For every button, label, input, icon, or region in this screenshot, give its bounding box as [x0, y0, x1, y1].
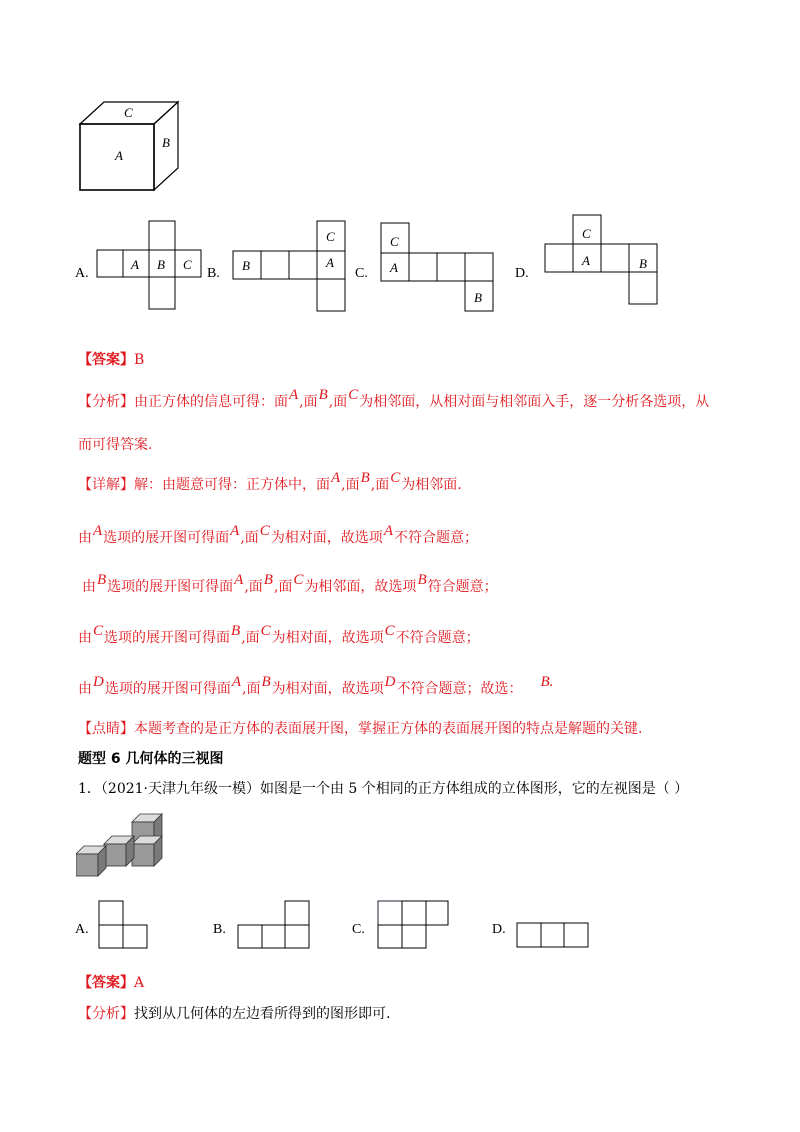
net-option-d [544, 214, 659, 306]
analysis-tag: 【分析】 [78, 1006, 134, 1022]
cube-figure [74, 98, 186, 194]
view-option-b [237, 900, 311, 950]
text-fragment: 选项的展开图可得面 [107, 579, 234, 595]
net-b-cell-3: A [326, 255, 334, 270]
text-fragment: , [341, 477, 346, 493]
text-fragment: A [231, 674, 242, 690]
detail-text: 解：由题意可得：正方体中，面 [134, 477, 330, 493]
text-fragment: 不符合题意； [395, 630, 480, 646]
reason-line-a [78, 523, 478, 547]
analysis-2 [78, 1003, 390, 1023]
net-c-cell-1: C [390, 234, 399, 249]
net-a-cell-1: A [131, 257, 139, 272]
text-fragment: 选项的展开图可得面 [104, 630, 231, 646]
text-fragment: B. [540, 674, 554, 690]
text-fragment: C [384, 623, 395, 639]
analysis-text: 为相邻面，从相对面与相邻面入手，逐一分析各选项，从 [359, 394, 710, 410]
analysis-1-cont: 而可得答案. [78, 437, 153, 453]
face-var: B [318, 387, 328, 403]
text-fragment: 由 [78, 681, 92, 697]
comment-text: 本题考查的是正方体的表面展开图，掌握正方体的表面展开图的特点是解题的关键. [134, 721, 643, 737]
net-a-cell-3: C [183, 257, 192, 272]
text-fragment: B [261, 674, 271, 690]
comment-1 [78, 718, 642, 738]
net-d-cell-2: A [582, 253, 590, 268]
view-option-c-label: C. [352, 922, 365, 937]
answer-2 [78, 972, 144, 992]
text-fragment: C [93, 623, 104, 639]
net-option-b [232, 220, 347, 314]
option-c-label: C. [355, 266, 368, 281]
face-var: B [360, 470, 370, 486]
text-fragment: C [259, 523, 270, 539]
text-fragment: 不符合题意； [393, 530, 478, 546]
text-fragment: , [242, 681, 247, 697]
answer-value: A [134, 975, 145, 991]
reason-line-d [78, 674, 554, 698]
text-fragment: B [263, 572, 273, 588]
text-fragment: D [93, 674, 104, 690]
section-heading: 题型 6 几何体的三视图 [78, 751, 224, 767]
text-fragment: C [293, 572, 304, 588]
view-option-a-label: A. [75, 922, 89, 937]
text-fragment: 面 [246, 681, 261, 697]
text-fragment: D [384, 674, 396, 690]
answer-tag: 【答案】 [78, 352, 134, 368]
text-fragment: B [231, 623, 241, 639]
text-fragment: A [383, 523, 393, 539]
text-fragment: , [244, 579, 249, 595]
text-fragment: 不符合题意；故选： [396, 681, 523, 697]
text-fragment: , [328, 394, 334, 410]
answer-1 [78, 349, 144, 369]
view-option-d-label: D. [492, 922, 506, 937]
detail-tag: 【详解】 [78, 477, 134, 493]
face-var: A [331, 470, 341, 486]
option-a-label: A. [75, 266, 89, 281]
analysis-1 [78, 387, 710, 411]
text-fragment: 由 [78, 530, 92, 546]
comment-tag: 【点睛】 [78, 721, 134, 737]
net-a-cell-2: B [157, 257, 165, 272]
text-fragment: 选项的展开图可得面 [103, 530, 230, 546]
detail-1 [78, 470, 462, 494]
text-fragment: 选项的展开图可得面 [104, 681, 231, 697]
net-d-cell-3: B [639, 256, 647, 271]
analysis-text: 面 [333, 394, 348, 410]
answer-value: B [134, 352, 145, 368]
analysis-text: 找到从几何体的左边看所得到的图形即可. [134, 1006, 391, 1022]
net-d-cell-1: C [582, 226, 591, 241]
text-fragment: C [260, 623, 271, 639]
net-c-cell-2: A [390, 260, 398, 275]
text-fragment: 由 [82, 579, 96, 595]
text-fragment: 为相对面，故选项 [270, 530, 383, 546]
cube-face-side: B [162, 135, 170, 150]
text-fragment: , [273, 579, 279, 595]
text-fragment: , [240, 530, 245, 546]
net-b-cell-1: B [242, 258, 250, 273]
text-fragment: A [93, 523, 103, 539]
analysis-text: 面 [303, 394, 318, 410]
net-c-cell-3: B [474, 290, 482, 305]
cube-face-top: C [124, 105, 133, 120]
view-option-a [98, 900, 150, 950]
block-figure [76, 812, 168, 878]
text-fragment: B [417, 572, 427, 588]
text-fragment: 面 [245, 630, 260, 646]
text-fragment: 为相邻面，故选项 [304, 579, 417, 595]
text-fragment: , [299, 394, 304, 410]
option-d-label: D. [515, 266, 529, 281]
face-var: C [390, 470, 401, 486]
question-1: 1．（2021·天津九年级一模）如图是一个由 5 个相同的正方体组成的立体图形，它的左视图是（ ） [78, 781, 689, 797]
reason-line-c [78, 623, 480, 647]
answer-tag: 【答案】 [78, 975, 134, 991]
net-option-c [380, 222, 495, 314]
text-fragment: B [97, 572, 107, 588]
text-fragment: 由 [78, 630, 92, 646]
text-fragment: , [241, 630, 246, 646]
detail-text: 为相邻面. [401, 477, 462, 493]
detail-text: 面 [375, 477, 390, 493]
text-fragment: 为相对面，故选项 [271, 681, 384, 697]
view-option-c [377, 900, 451, 950]
view-option-d [516, 922, 590, 950]
text-fragment: , [370, 477, 376, 493]
text-fragment: A [230, 523, 240, 539]
analysis-tag: 【分析】 [78, 394, 134, 410]
net-option-a [96, 220, 208, 312]
option-b-label: B. [207, 266, 220, 281]
cube-face-front: A [115, 148, 123, 163]
text-fragment: A [234, 572, 244, 588]
face-var: A [289, 387, 299, 403]
text-fragment: 符合题意； [427, 579, 498, 595]
face-var: C [348, 387, 359, 403]
analysis-text: 由正方体的信息可得：面 [134, 394, 288, 410]
text-fragment: 面 [278, 579, 293, 595]
text-fragment: 面 [248, 579, 263, 595]
text-fragment: 面 [244, 530, 259, 546]
net-b-cell-2: C [326, 229, 335, 244]
view-option-b-label: B. [213, 922, 226, 937]
detail-text: 面 [345, 477, 360, 493]
reason-line-b [82, 572, 498, 596]
text-fragment: 为相对面，故选项 [271, 630, 384, 646]
